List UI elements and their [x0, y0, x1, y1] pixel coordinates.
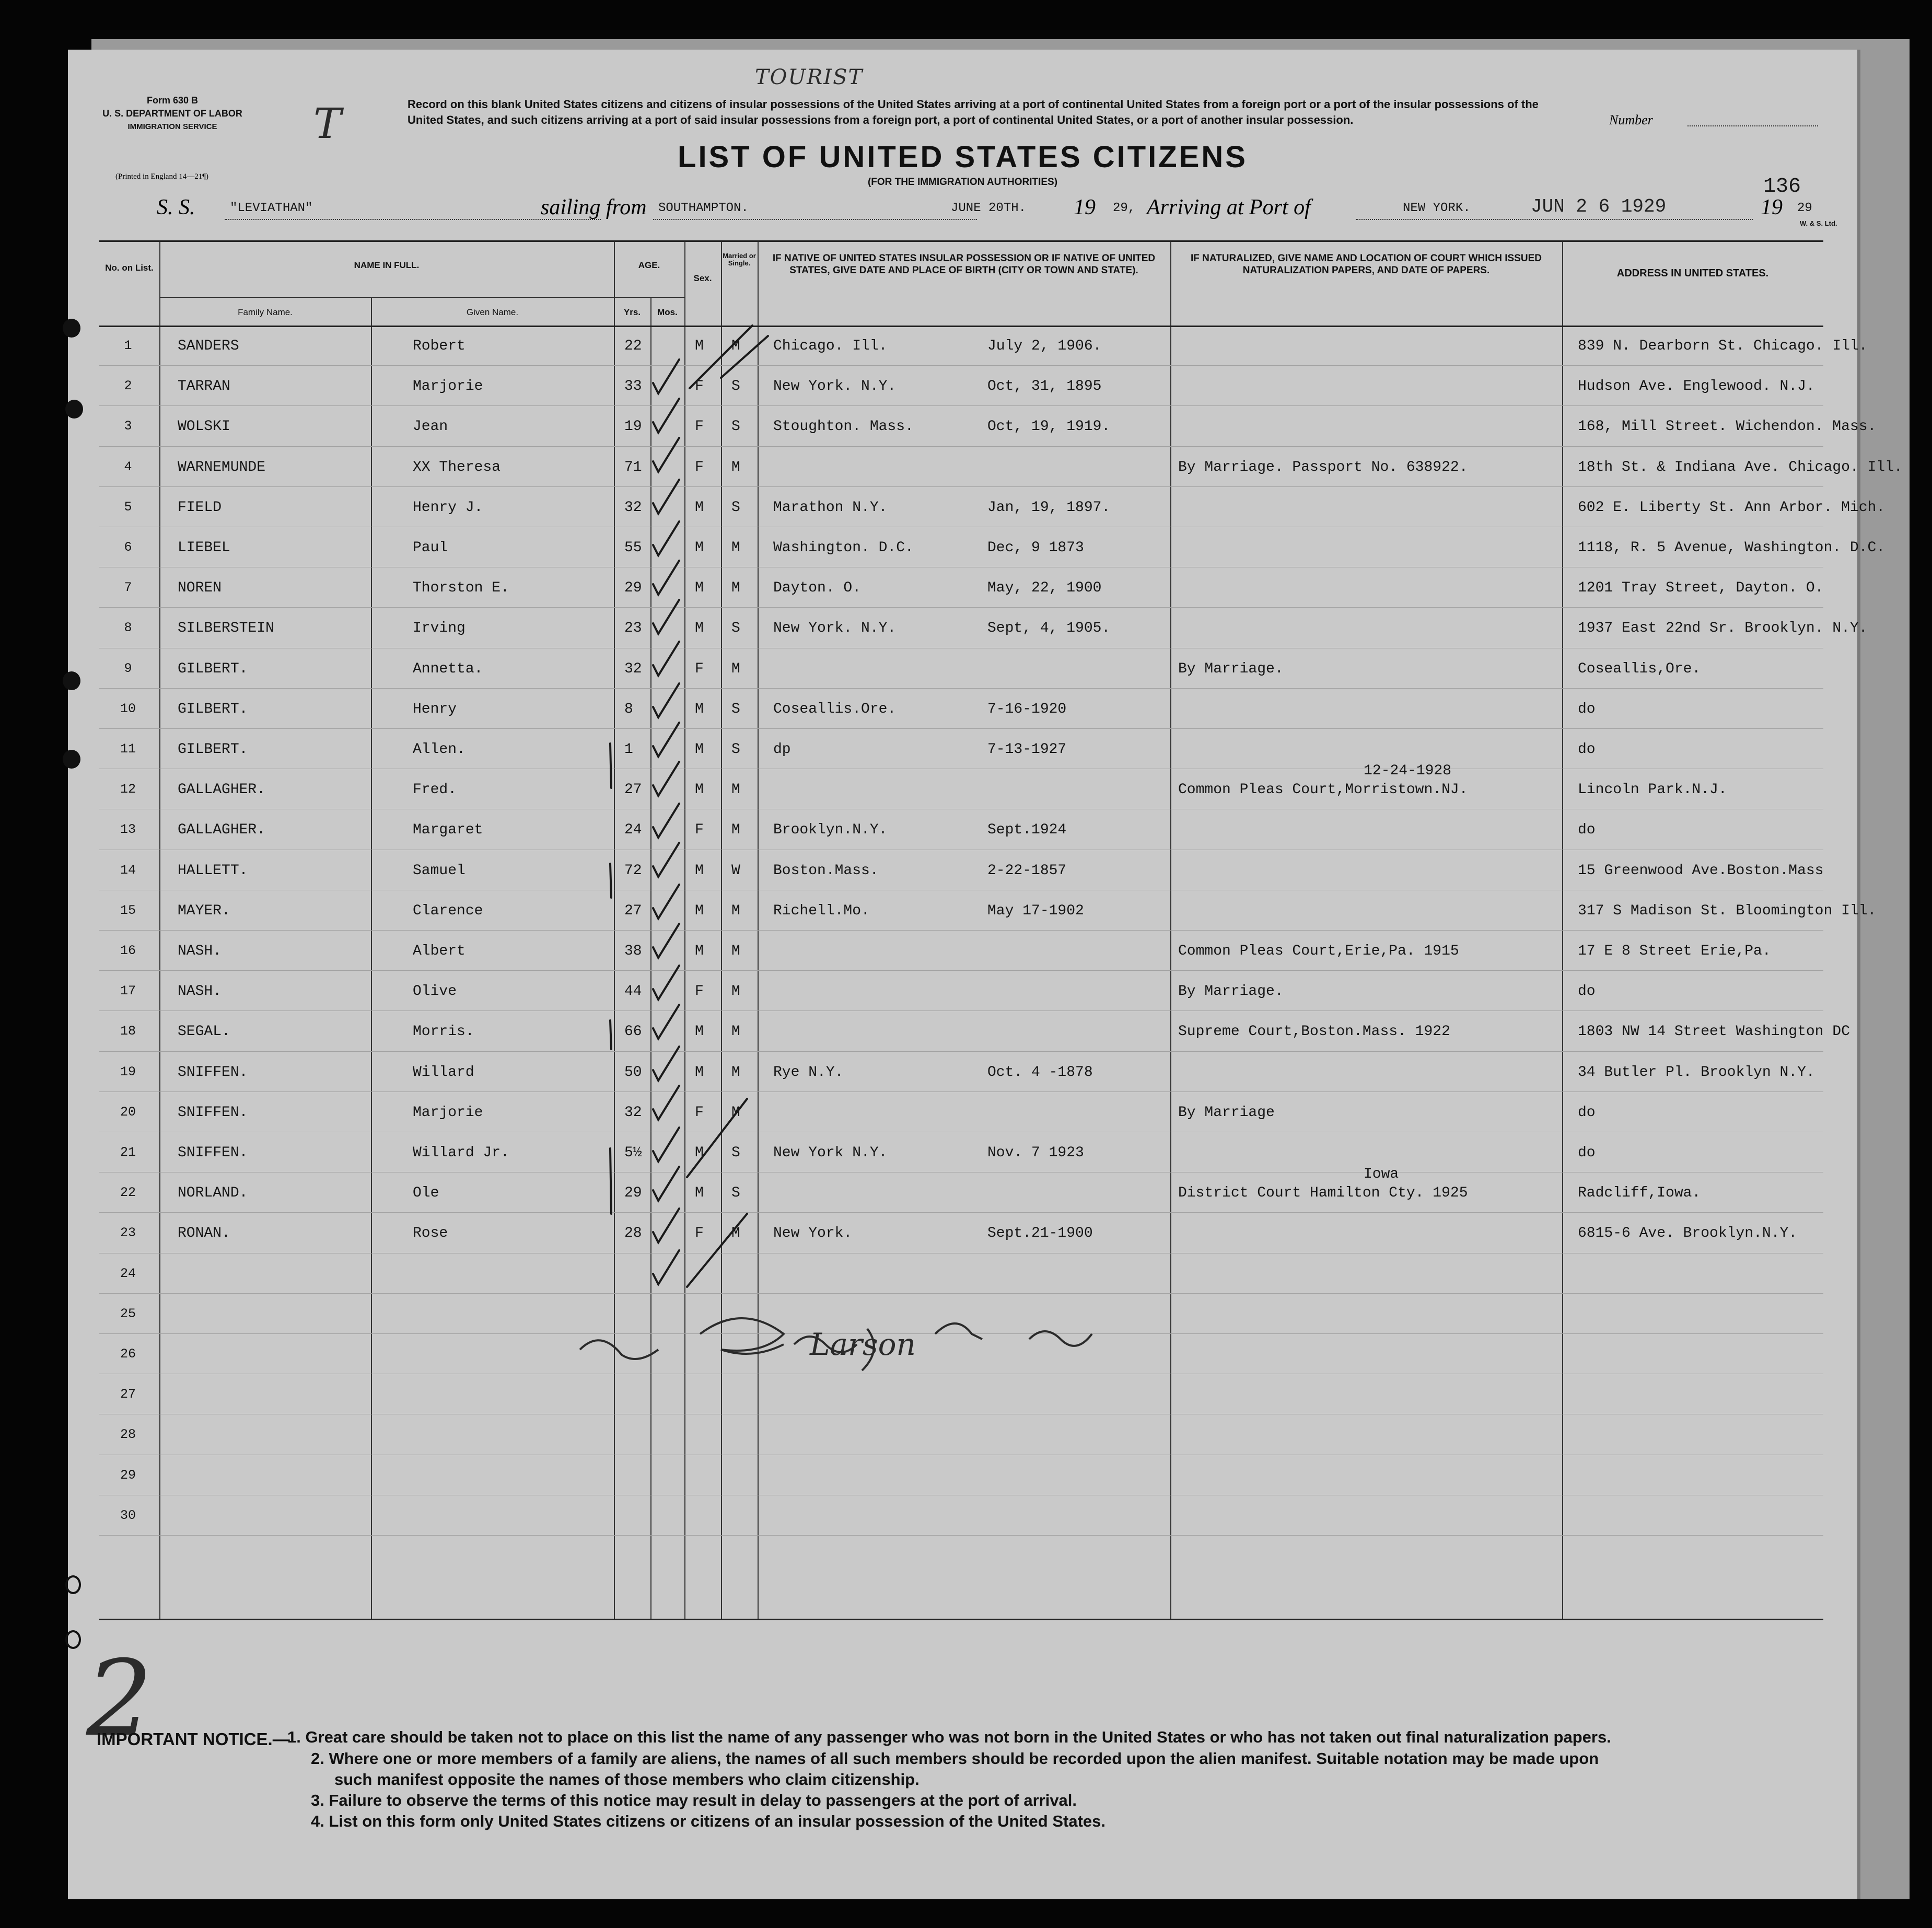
- cell-age: 27: [624, 902, 642, 919]
- cell-date: 2-22-1857: [987, 862, 1067, 879]
- cell-date: Dec, 9 1873: [987, 540, 1084, 556]
- service: IMMIGRATION SERVICE: [127, 122, 217, 131]
- cell-address: do: [1578, 701, 1596, 717]
- binder-hole: [63, 671, 80, 690]
- cell-age: 33: [624, 378, 642, 395]
- cell-family: GALLAGHER.: [178, 782, 266, 798]
- cell-age: 44: [624, 983, 642, 1000]
- cell-address: Lincoln Park.N.J.: [1578, 782, 1727, 798]
- cell-given: Olive: [413, 983, 457, 1000]
- cell-ms: M: [731, 459, 740, 475]
- cell-sex: M: [695, 620, 704, 637]
- notice-item-4: 4. List on this form only United States citizens or citizens of an insular possession of the United States.: [311, 1812, 1105, 1830]
- cell-given: Annetta.: [413, 660, 483, 677]
- cell-nat: Supreme Court,Boston.Mass. 1922: [1178, 1024, 1450, 1040]
- cell-given: Thorston E.: [413, 580, 509, 597]
- cell-place: New York. N.Y.: [773, 620, 897, 637]
- cell-family: NASH.: [178, 983, 222, 1000]
- cell-no: 30: [120, 1507, 136, 1523]
- cell-family: GALLAGHER.: [178, 822, 266, 839]
- cell-family: SNIFFEN.: [178, 1064, 248, 1081]
- cell-given: Marjorie: [413, 1104, 483, 1121]
- cell-address: 18th St. & Indiana Ave. Chicago. Ill.: [1578, 459, 1903, 475]
- notice-item-2: 2. Where one or more members of a family are aliens, the names of all such members should be recorded upon the alien manifest. Suitable notation may be made upon: [311, 1749, 1599, 1768]
- cell-place: Brooklyn.N.Y.: [773, 822, 888, 839]
- cell-no: 11: [120, 741, 136, 757]
- cell-sex: F: [695, 378, 704, 395]
- department: U. S. DEPARTMENT OF LABOR: [102, 108, 242, 119]
- notice-item-1: 1. Great care should be taken not to place on this list the name of any passenger who was not born in the United States or who has not taken out final naturalization papers.: [287, 1728, 1611, 1746]
- cell-address: 168, Mill Street. Wichendon. Mass.: [1578, 419, 1877, 435]
- cell-ms: W: [731, 862, 740, 879]
- cell-ms: S: [731, 378, 740, 395]
- header-family-name: Family Name.: [238, 307, 293, 317]
- cell-family: WARNEMUNDE: [178, 459, 266, 475]
- cell-no: 26: [120, 1346, 136, 1362]
- cell-address: Radcliff,Iowa.: [1578, 1185, 1701, 1202]
- header-native: IF NATIVE OF UNITED STATES INSULAR POSSESSION OR IF NATIVE OF UNITED STATES, GIVE DATE AND PLACE OF BIRTH (CITY OR TOWN AND STATE).: [772, 253, 1156, 276]
- cell-age: 72: [624, 862, 642, 879]
- cell-date: May, 22, 1900: [987, 580, 1102, 597]
- cell-ms: M: [731, 902, 740, 919]
- cell-sex: F: [695, 983, 704, 1000]
- cell-given: Willard: [413, 1064, 474, 1081]
- binder-hole-ring: [65, 1630, 81, 1649]
- binder-hole: [65, 400, 83, 419]
- cell-given: Margaret: [413, 822, 483, 839]
- page-number: 136: [1763, 175, 1801, 199]
- cell-family: SNIFFEN.: [178, 1145, 248, 1161]
- cell-no: 22: [120, 1185, 136, 1201]
- header-name-in-full: NAME IN FULL.: [354, 260, 420, 270]
- cell-ms: S: [731, 419, 740, 435]
- header-no: No. on List.: [105, 263, 154, 273]
- cell-family: FIELD: [178, 499, 222, 516]
- cell-sex: M: [695, 1064, 704, 1081]
- cell-date: Sept.21-1900: [987, 1225, 1093, 1242]
- cell-no: 29: [120, 1467, 136, 1483]
- cell-given: XX Theresa: [413, 459, 501, 475]
- cell-age: 27: [624, 782, 642, 798]
- cell-age: 22: [624, 338, 642, 354]
- cell-address: do: [1578, 1145, 1596, 1161]
- cell-sex: M: [695, 701, 704, 717]
- cell-ms: M: [731, 983, 740, 1000]
- cell-ms: M: [731, 822, 740, 839]
- header-married: Married or Single.: [723, 252, 756, 267]
- year-prefix-2: 19: [1761, 195, 1783, 219]
- sailing-label: sailing from: [541, 195, 647, 219]
- cell-place: Boston.Mass.: [773, 862, 879, 879]
- cell-ms: M: [731, 943, 740, 959]
- cell-ms: S: [731, 620, 740, 637]
- cell-given: Fred.: [413, 782, 457, 798]
- cell-date: Sept.1924: [987, 822, 1067, 839]
- year-suffix-2: 29: [1797, 201, 1812, 215]
- cell-family: GILBERT.: [178, 660, 248, 677]
- cell-address: Coseallis,Ore.: [1578, 660, 1701, 677]
- cell-ms: M: [731, 540, 740, 556]
- cell-sex: M: [695, 902, 704, 919]
- cell-address: 1803 NW 14 Street Washington DC: [1578, 1024, 1850, 1040]
- cell-no: 17: [120, 983, 136, 999]
- cell-given: Henry J.: [413, 499, 483, 516]
- cell-family: WOLSKI: [178, 419, 230, 435]
- cell-nat: By Marriage.: [1178, 660, 1284, 677]
- cell-address: do: [1578, 822, 1596, 839]
- cell-no: 10: [120, 701, 136, 716]
- cell-address: 1201 Tray Street, Dayton. O.: [1578, 580, 1824, 597]
- cell-no: 13: [120, 822, 136, 838]
- cell-place: New York N.Y.: [773, 1145, 888, 1161]
- cell-no: 28: [120, 1427, 136, 1443]
- cell-age: 1: [624, 741, 633, 758]
- cell-no: 1: [124, 338, 132, 353]
- handwritten-tourist: TOURIST: [755, 65, 864, 89]
- cell-age: 29: [624, 1185, 642, 1202]
- cell-nat-date: Iowa: [1364, 1166, 1399, 1183]
- cell-family: GILBERT.: [178, 701, 248, 717]
- cell-no: 12: [120, 782, 136, 797]
- cell-place: Washington. D.C.: [773, 540, 914, 556]
- binder-hole: [63, 750, 80, 769]
- cell-date: Oct, 19, 1919.: [987, 419, 1111, 435]
- header-naturalized: IF NATURALIZED, GIVE NAME AND LOCATION OF COURT WHICH ISSUED NATURALIZATION PAPERS, AND DATE OF PAPERS.: [1190, 253, 1542, 276]
- cell-family: SNIFFEN.: [178, 1104, 248, 1121]
- cell-ms: M: [731, 1104, 740, 1121]
- cell-no: 19: [120, 1064, 136, 1079]
- handwritten-two: 2: [86, 1638, 153, 1760]
- cell-given: Morris.: [413, 1024, 474, 1040]
- manifest-sheet: [68, 50, 1903, 1899]
- binder-hole: [63, 319, 80, 338]
- cell-place: Dayton. O.: [773, 580, 862, 597]
- cell-given: Allen.: [413, 741, 465, 758]
- cell-family: NOREN: [178, 580, 222, 597]
- cell-date: Oct, 31, 1895: [987, 378, 1102, 395]
- cell-no: 16: [120, 943, 136, 958]
- cell-place: Chicago. Ill.: [773, 338, 888, 354]
- cell-given: Marjorie: [413, 378, 483, 395]
- year-prefix: 19: [1074, 195, 1096, 219]
- cell-sex: M: [695, 862, 704, 879]
- handwritten-t: T: [313, 99, 342, 148]
- cell-given: Rose: [413, 1225, 448, 1242]
- printed-note: (Printed in England 14—21¶): [115, 172, 209, 181]
- cell-date: July 2, 1906.: [987, 338, 1102, 354]
- cell-place: New York. N.Y.: [773, 378, 897, 395]
- header-notice: Record on this blank United States citizens and citizens of insular possessions of the United States arriving at a port of continental United States from a foreign port or a port of the insular possessions of the United States, and such citizens arriving at a port of said insular possessions from a foreign port, a port of continental United States, or a port of another insular possession.: [408, 98, 1539, 126]
- cell-family: RONAN.: [178, 1225, 230, 1242]
- cell-no: 24: [120, 1265, 136, 1281]
- cell-no: 7: [124, 580, 132, 596]
- page-title: LIST OF UNITED STATES CITIZENS: [678, 140, 1248, 174]
- header-age: AGE.: [638, 260, 660, 270]
- cell-sex: F: [695, 660, 704, 677]
- cell-age: 38: [624, 943, 642, 959]
- header-address: ADDRESS IN UNITED STATES.: [1616, 268, 1769, 279]
- cell-sex: M: [695, 782, 704, 798]
- cell-address: 17 E 8 Street Erie,Pa.: [1578, 943, 1771, 959]
- cell-place: Stoughton. Mass.: [773, 419, 914, 435]
- cell-no: 9: [124, 660, 132, 676]
- cell-date: Oct. 4 -1878: [987, 1064, 1093, 1081]
- cell-no: 27: [120, 1387, 136, 1402]
- cell-sex: M: [695, 1145, 704, 1161]
- cell-date: 7-16-1920: [987, 701, 1067, 717]
- cell-address: 839 N. Dearborn St. Chicago. Ill.: [1578, 338, 1868, 354]
- cell-ms: M: [731, 1064, 740, 1081]
- cell-age: 24: [624, 822, 642, 839]
- cell-given: Henry: [413, 701, 457, 717]
- cell-sex: M: [695, 1024, 704, 1040]
- cell-sex: M: [695, 540, 704, 556]
- cell-ms: M: [731, 580, 740, 597]
- cell-place: Marathon N.Y.: [773, 499, 888, 516]
- check-marks: [99, 242, 1823, 1619]
- cell-age: 29: [624, 580, 642, 597]
- form-number: Form 630 B: [146, 95, 199, 106]
- cell-nat: By Marriage. Passport No. 638922.: [1178, 459, 1468, 475]
- notice-item-3: 3. Failure to observe the terms of this notice may result in delay to passengers at the port of arrival.: [311, 1791, 1077, 1809]
- cell-no: 15: [120, 902, 136, 918]
- cell-sex: M: [695, 499, 704, 516]
- cell-family: MAYER.: [178, 902, 230, 919]
- cell-nat: Common Pleas Court,Morristown.NJ.: [1178, 782, 1468, 798]
- cell-sex: F: [695, 1104, 704, 1121]
- cell-date: Jan, 19, 1897.: [987, 499, 1111, 516]
- cell-ms: M: [731, 1024, 740, 1040]
- cell-address: 317 S Madison St. Bloomington Ill.: [1578, 902, 1877, 919]
- header-mos: Mos.: [657, 307, 678, 317]
- cell-ms: S: [731, 741, 740, 758]
- cell-ms: M: [731, 338, 740, 354]
- form-block: [94, 94, 251, 133]
- cell-place: Rye N.Y.: [773, 1064, 844, 1081]
- cell-sex: M: [695, 943, 704, 959]
- cell-given: Albert: [413, 943, 465, 959]
- header-yrs: Yrs.: [623, 307, 641, 317]
- dotline: [653, 219, 977, 220]
- cell-address: Hudson Ave. Englewood. N.J.: [1578, 378, 1815, 395]
- year-suffix: 29,: [1113, 201, 1136, 215]
- cell-age: 23: [624, 620, 642, 637]
- number-line: [1687, 125, 1818, 126]
- cell-address: do: [1578, 741, 1596, 758]
- cell-no: 25: [120, 1306, 136, 1321]
- header-given-name: Given Name.: [466, 307, 519, 317]
- cell-no: 6: [124, 540, 132, 555]
- cell-no: 2: [124, 378, 132, 394]
- cell-nat: Common Pleas Court,Erie,Pa. 1915: [1178, 943, 1459, 959]
- cell-no: 23: [120, 1225, 136, 1241]
- dotline: [1356, 219, 1753, 220]
- cell-nat: District Court Hamilton Cty. 1925: [1178, 1185, 1468, 1202]
- cell-ms: M: [731, 1225, 740, 1242]
- cell-sex: M: [695, 338, 704, 354]
- cell-date: 7-13-1927: [987, 741, 1067, 758]
- ship-name: "LEVIATHAN": [230, 201, 313, 215]
- cell-family: NORLAND.: [178, 1185, 248, 1202]
- ss-label: S. S.: [157, 195, 195, 219]
- cell-given: Paul: [413, 540, 448, 556]
- cell-given: Samuel: [413, 862, 465, 879]
- passenger-table: [99, 240, 1903, 1620]
- cell-ms: S: [731, 1145, 740, 1161]
- cell-age: 5½: [624, 1145, 642, 1161]
- cell-family: GILBERT.: [178, 741, 248, 758]
- cell-ms: S: [731, 701, 740, 717]
- cell-nat: By Marriage.: [1178, 983, 1284, 1000]
- cell-address: do: [1578, 983, 1596, 1000]
- notice-item-2-cont: such manifest opposite the names of those members who claim citizenship.: [334, 1770, 920, 1788]
- cell-family: NASH.: [178, 943, 222, 959]
- cell-family: HALLETT.: [178, 862, 248, 879]
- cell-no: 20: [120, 1104, 136, 1120]
- cell-place: dp: [773, 741, 791, 758]
- cell-age: 71: [624, 459, 642, 475]
- cell-address: 34 Butler Pl. Brooklyn N.Y.: [1578, 1064, 1815, 1081]
- handwritten-larson: Larson: [810, 1327, 916, 1362]
- cell-ms: S: [731, 499, 740, 516]
- cell-address: 6815-6 Ave. Brooklyn.N.Y.: [1578, 1225, 1798, 1242]
- cell-nat: By Marriage: [1178, 1104, 1275, 1121]
- page-subtitle: (FOR THE IMMIGRATION AUTHORITIES): [867, 177, 1058, 188]
- arriving-label: Arriving at Port of: [1147, 195, 1311, 219]
- cell-address: 15 Greenwood Ave.Boston.Mass: [1578, 862, 1824, 879]
- departure-port: SOUTHAMPTON.: [658, 201, 749, 215]
- important-notice-label: IMPORTANT NOTICE.—: [97, 1729, 290, 1749]
- cell-sex: M: [695, 741, 704, 758]
- cell-age: 19: [624, 419, 642, 435]
- cell-no: 18: [120, 1024, 136, 1039]
- cell-age: 50: [624, 1064, 642, 1081]
- cell-family: TARRAN: [178, 378, 230, 395]
- cell-family: SANDERS: [178, 338, 239, 354]
- departure-date: JUNE 20TH.: [951, 201, 1027, 215]
- voyage-line: [68, 195, 1857, 226]
- arrival-port: NEW YORK.: [1403, 201, 1471, 215]
- cell-given: Jean: [413, 419, 448, 435]
- cell-given: Ole: [413, 1185, 439, 1202]
- cell-family: SILBERSTEIN: [178, 620, 274, 637]
- cell-sex: F: [695, 419, 704, 435]
- cell-sex: F: [695, 459, 704, 475]
- cell-date: Nov. 7 1923: [987, 1145, 1084, 1161]
- cell-family: SEGAL.: [178, 1024, 230, 1040]
- binder-hole-ring: [65, 1575, 81, 1594]
- cell-age: 32: [624, 499, 642, 516]
- cell-sex: M: [695, 1185, 704, 1202]
- cell-age: 55: [624, 540, 642, 556]
- cell-given: Robert: [413, 338, 465, 354]
- cell-no: 14: [120, 862, 136, 878]
- cell-date: May 17-1902: [987, 902, 1084, 919]
- cell-no: 3: [124, 419, 132, 434]
- cell-age: 28: [624, 1225, 642, 1242]
- cell-address: 1118, R. 5 Avenue, Washington. D.C.: [1578, 540, 1886, 556]
- cell-age: 8: [624, 701, 633, 717]
- header-sex: Sex.: [693, 273, 712, 283]
- cell-place: Richell.Mo.: [773, 902, 870, 919]
- cell-ms: S: [731, 1185, 740, 1202]
- cell-age: 32: [624, 660, 642, 677]
- cell-sex: M: [695, 580, 704, 597]
- cell-nat-date: 12-24-1928: [1364, 763, 1452, 780]
- cell-age: 32: [624, 1104, 642, 1121]
- cell-place: New York.: [773, 1225, 853, 1242]
- cell-sex: F: [695, 1225, 704, 1242]
- cell-given: Clarence: [413, 902, 483, 919]
- cell-no: 4: [124, 459, 132, 474]
- cell-no: 21: [120, 1145, 136, 1160]
- cell-given: Willard Jr.: [413, 1145, 509, 1161]
- cell-address: 1937 East 22nd Sr. Brooklyn. N.Y.: [1578, 620, 1868, 637]
- arrival-date-stamp: JUN 2 6 1929: [1531, 196, 1667, 217]
- cell-address: 602 E. Liberty St. Ann Arbor. Mich.: [1578, 499, 1886, 516]
- cell-sex: F: [695, 822, 704, 839]
- cell-ms: M: [731, 782, 740, 798]
- printer-mark: W. & S. Ltd.: [1800, 219, 1837, 227]
- cell-address: do: [1578, 1104, 1596, 1121]
- cell-date: Sept, 4, 1905.: [987, 620, 1111, 637]
- cell-no: 5: [124, 499, 132, 515]
- cell-no: 8: [124, 620, 132, 636]
- cell-place: Coseallis.Ore.: [773, 701, 897, 717]
- number-label: Number: [1609, 112, 1653, 127]
- cell-age: 66: [624, 1024, 642, 1040]
- cell-given: Irving: [413, 620, 465, 637]
- cell-family: LIEBEL: [178, 540, 230, 556]
- cell-ms: M: [731, 660, 740, 677]
